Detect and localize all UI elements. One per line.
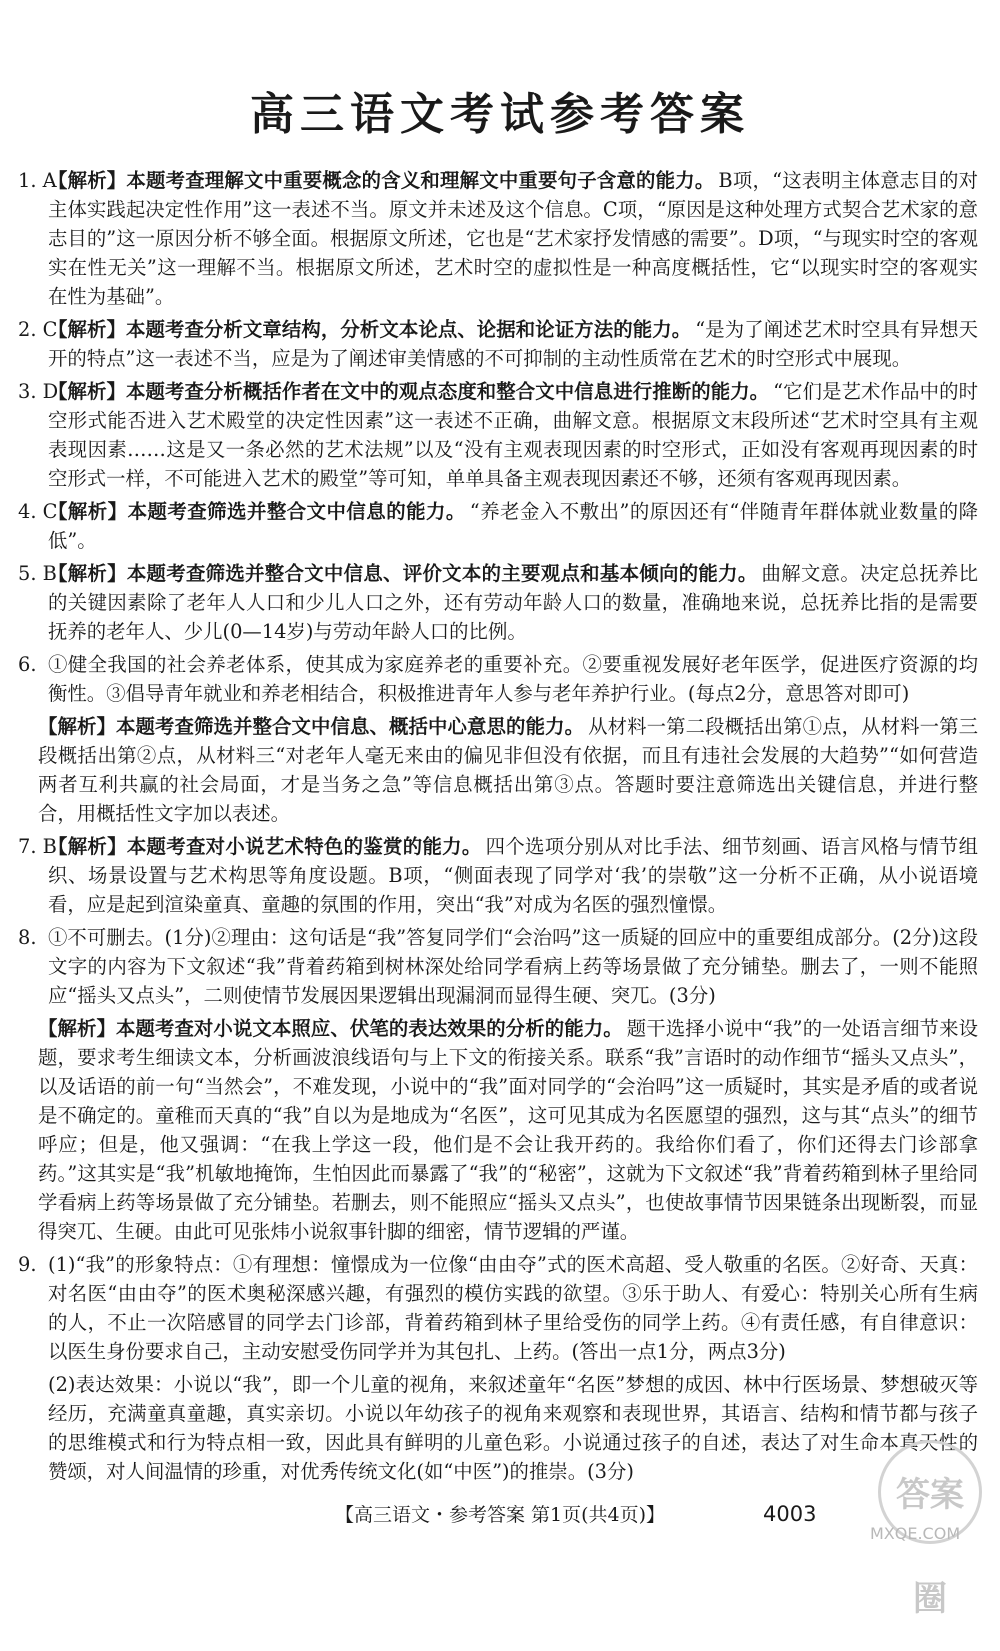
answer-item (18, 377, 978, 493)
watermark-logo: 答案圈 (878, 1440, 982, 1544)
answer-text: “是为了阐述艺术时空具有异想天开的特点”这一表述不当，应是为了阐述审美情感的不可抑制的主动性质常在艺术的时空形式中展现。 (48, 318, 979, 370)
answer-text: 四个选项分别从对比手法、细节刻画、语言风格与情节组织、场景设置与艺术构思等角度设题。B项，“侧面表现了同学对‘我’的崇敬”这一分析不正确，从小说语境看，应是起到渲染童真、童趣的氛围的作用，突出“我”对成为名医的强烈憧憬。 (48, 835, 979, 916)
answer-number: 2. C (18, 318, 58, 341)
analysis-tag: 【解析】 (38, 715, 117, 738)
answer-text: “它们是艺术作品中的时空形式能否进入艺术殿堂的决定性因素”这一表述不正确，曲解文意。根据原文末段所述“艺术时空具有主观表现因素……这是又一条必然的艺术法规”以及“没有主观表现因素的时空形式，正如没有客观再现因素的时空形式一样，不可能进入艺术的殿堂”等可知，单单具备主观表现因素还不够，还须有客观再现因素。 (48, 380, 978, 490)
analysis-lead: 本题考查筛选并整合文中信息、评价文本的主要观点和基本倾向的能力。 (126, 562, 758, 585)
analysis-lead: 本题考查分析概括作者在文中的观点态度和整合文中信息进行推断的能力。 (125, 380, 770, 403)
analysis-paragraph (18, 1014, 978, 1246)
answer-subpart (18, 1370, 978, 1486)
analysis-tag: 【解析】 (48, 500, 128, 523)
answer-number: 8. (18, 926, 37, 949)
answer-item (18, 315, 978, 373)
answer-item (18, 650, 978, 708)
answer-text: ①健全我国的社会养老体系，使其成为家庭养老的重要补充。②要重视发展好老年医学，促进医疗资源的均衡性。③倡导青年就业和养老相结合，积极推进青年人参与老年养护行业。(每点2分，意思答对即可) (48, 653, 978, 705)
analysis-tag: 【解析】 (48, 318, 126, 341)
answer-text: ①不可删去。(1分)②理由：这句话是“我”答复同学们“会治吗”这一质疑的回应中的重要组成部分。(2分)这段文字的内容为下文叙述“我”背着药箱到树林深处给同学看病上药等场景做了充分铺垫。删去了，一则不能照应“摇头又点头”，二则使情节发展因果逻辑出现漏洞而显得生硬、突兀。(3分) (48, 926, 978, 1007)
page-footer: 【高三语文・参考答案 第1页(共4页)】 (334, 1504, 666, 1526)
page-code: 4003 (763, 1502, 817, 1526)
analysis-lead: 本题考查对小说艺术特色的鉴赏的能力。 (126, 835, 482, 858)
answer-text: (1)“我”的形象特点：①有理想：憧憬成为一位像“由由夺”式的医术高超、受人敬重的名医。②好奇、天真：对名医“由由夺”的医术奥秘深感兴趣，有强烈的模仿实践的欲望。③乐于助人、有爱心：特别关心所有生病的人，不止一次陪感冒的同学去门诊部，背着药箱到林子里给受伤的同学上药。④有责任感，有自律意识：以医生身份要求自己，主动安慰受伤同学并为其包扎、上药。(答出一点1分，两点3分) (48, 1253, 978, 1363)
analysis-lead: 本题考查筛选并整合文中信息的能力。 (127, 500, 466, 523)
watermark-url: MXQE.COM (870, 1524, 961, 1543)
answer-item (18, 923, 978, 1010)
answer-text: B项，“这表明主体意志目的对主体实践起决定性作用”这一表述不当。原文并未述及这个信息。C项，“原因是这种处理方式契合艺术家的意志目的”这一原因分析不够全面。根据原文所述，它也是“艺术家抒发情感的需要”。D项，“与现实时空的客观实在性无关”这一理解不当。根据原文所述，艺术时空的虚拟性是一种高度概括性，它“以现实时空的客观实在性为基础”。 (48, 169, 978, 308)
analysis-tag: 【解析】 (38, 1017, 116, 1040)
answer-number: 7. B (18, 835, 57, 858)
analysis-paragraph (18, 712, 978, 828)
answer-number: 1. A (18, 169, 57, 192)
answer-text: 题干选择小说中“我”的一处语言细节来设题，要求考生细读文本，分析画波浪线语句与上下文的衔接关系。联系“我”言语时的动作细节“摇头又点头”，以及话语的前一句“当然会”，不难发现，小说中的“我”面对同学的“会治吗”这一质疑时，其实是矛盾的或者说是不确定的。童稚而天真的“我”自以为是地成为“名医”，这可见其成为名医愿望的强烈，这与其“点头”的细节呼应；但是，他又强调：“在我上学这一段，他们是不会让我开药的。我给你们看了，你们还得去门诊部拿药。”这其实是“我”机敏地掩饰，生怕因此而暴露了“我”的“秘密”，这就为下文叙述“我”背着药箱到林子里给同学看病上药等场景做了充分铺垫。若删去，则不能照应“摇头又点头”，也使故事情节因果链条出现断裂，而显得突兀、生硬。由此可见张炜小说叙事针脚的细密，情节逻辑的严谨。 (38, 1017, 979, 1243)
answer-number: 6. (18, 653, 37, 676)
analysis-lead: 本题考查对小说文本照应、伏笔的表达效果的分析的能力。 (115, 1017, 623, 1040)
page-title: 高三语文考试参考答案 (250, 89, 750, 140)
answer-list (18, 166, 978, 1490)
answer-item (18, 1250, 978, 1366)
analysis-lead: 本题考查分析文章结构，分析文本论点、论据和论证方法的能力。 (125, 318, 692, 341)
answer-text: “养老金入不敷出”的原因还有“伴随青年群体就业数量的降低”。 (48, 500, 978, 552)
answer-item (18, 832, 978, 919)
answer-item (18, 559, 978, 646)
answer-number: 5. B (18, 562, 57, 585)
answer-number: 9. (18, 1253, 37, 1276)
answer-text: (2)表达效果：小说以“我”，即一个儿童的视角，来叙述童年“名医”梦想的成因、林中行医场景、梦想破灭等经历，充满童真童趣，真实亲切。小说以年幼孩子的视角来观察和表现世界，其语言、结构和情节都与孩子的思维模式和行为特点相一致，因此具有鲜明的儿童色彩。小说通过孩子的自述，表达了对生命本真天性的赞颂，对人间温情的珍重，对优秀传统文化(如“中医”)的推崇。(3分) (48, 1373, 978, 1483)
answer-item (18, 497, 978, 555)
answer-number: 3. D (18, 380, 59, 403)
answer-text: 曲解文意。决定总抚养比的关键因素除了老年人人口和少儿人口之外，还有劳动年龄人口的数量，准确地来说，总抚养比指的是需要抚养的老年人、少儿(0—14岁)与劳动年龄人口的比例。 (48, 562, 979, 643)
analysis-tag: 【解析】 (48, 169, 127, 192)
analysis-lead: 本题考查理解文中重要概念的含义和理解文中重要句子含意的能力。 (126, 169, 715, 192)
answer-text: 从材料一第二段概括出第①点，从材料一第三段概括出第②点，从材料三“对老年人毫无来由的偏见非但没有依据，而且有违社会发展的大趋势”“如何营造两者互利共赢的社会局面，才是当务之急”等信息概括出第③点。答题时要注意筛选出关键信息，并进行整合，用概括性文字加以表述。 (38, 715, 979, 825)
answer-item (18, 166, 978, 311)
answer-number: 4. C (18, 500, 58, 523)
analysis-tag: 【解析】 (48, 835, 127, 858)
analysis-tag: 【解析】 (48, 380, 126, 403)
analysis-tag: 【解析】 (48, 562, 127, 585)
analysis-lead: 本题考查筛选并整合文中信息、概括中心意思的能力。 (116, 715, 585, 738)
